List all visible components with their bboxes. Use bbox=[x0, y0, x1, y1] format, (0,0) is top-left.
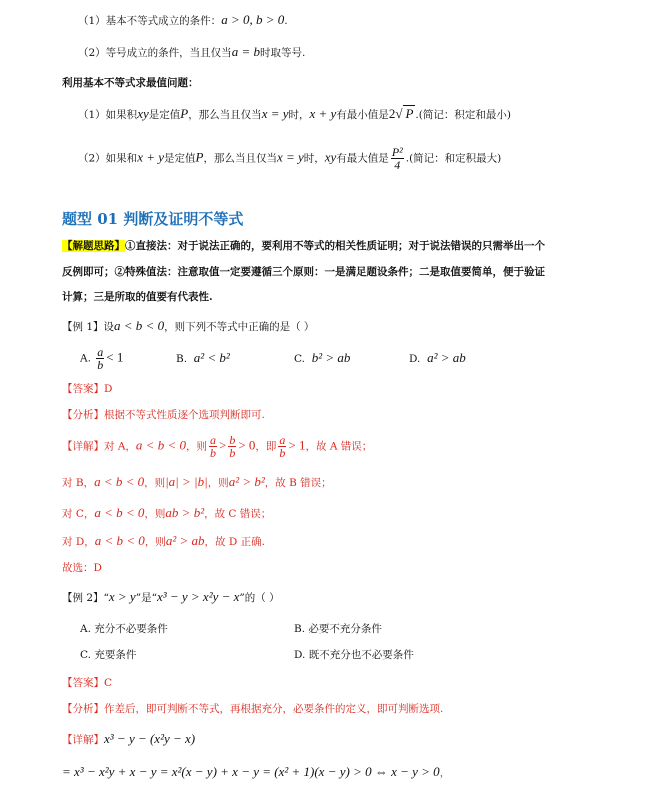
text: ，则下列不等式中正确的是（ ） bbox=[164, 321, 315, 333]
idea-tag: 【解题思路】 bbox=[62, 240, 125, 252]
math: a² < b² bbox=[193, 350, 230, 365]
detail-tag: 【详解】 bbox=[62, 440, 104, 453]
text: ，故 B 错误； bbox=[264, 477, 332, 489]
option-d bbox=[409, 350, 466, 366]
fraction: $\frac{a}{b}$ bbox=[97, 345, 104, 372]
condition-line-1 bbox=[78, 12, 288, 29]
option-a: A. 充分不必要条件 bbox=[80, 623, 168, 635]
math: x = y bbox=[261, 106, 289, 121]
subheading: 利用基本不等式求最值问题： bbox=[62, 77, 199, 89]
text: （1）基本不等式成立的条件： bbox=[78, 15, 222, 27]
idea-line-2: 反例即可；②特殊值法：注意取值一定要遵循三个原则：一是满足题设条件；二是取值要简单，便于验证 bbox=[62, 266, 545, 278]
fraction: $\frac{a}{b}$ bbox=[279, 433, 286, 460]
analysis-tag: 【分析】 bbox=[62, 703, 104, 715]
math: a > 0, b > 0 bbox=[221, 12, 285, 27]
example-1-analysis bbox=[62, 407, 265, 423]
idea-line-1 bbox=[62, 238, 545, 254]
math: a < b < 0 bbox=[94, 533, 145, 548]
analysis-tag: 【分析】 bbox=[62, 409, 104, 421]
math: < 1 bbox=[106, 349, 124, 365]
detail-tag: 【详解】 bbox=[62, 734, 104, 746]
text: （2）等号成立的条件，当且仅当 bbox=[78, 47, 232, 59]
math: P bbox=[195, 149, 204, 165]
option-a bbox=[80, 346, 123, 371]
text: ， bbox=[439, 767, 451, 779]
text: 对 B， bbox=[62, 477, 95, 489]
text: 时取等号. bbox=[259, 47, 306, 59]
text: 作差后，即可判断不等式，再根据充分，必要条件的定义，即可判断选项. bbox=[104, 703, 444, 715]
math: a² > ab bbox=[165, 533, 205, 548]
option-d: D. 既不充分也不必要条件 bbox=[294, 649, 414, 661]
text: A. bbox=[80, 352, 91, 365]
fraction: $\frac{a}{b}$ bbox=[209, 433, 216, 460]
text: D. bbox=[409, 353, 421, 365]
option-c bbox=[294, 350, 350, 366]
math: |a| > |b| bbox=[165, 474, 208, 489]
text: ”是“ bbox=[135, 592, 157, 604]
math: > 1 bbox=[288, 437, 306, 453]
math: 2 bbox=[388, 106, 396, 121]
text: ，则 bbox=[185, 440, 207, 453]
idea-line-3: 计算；三是所取的值要有代表性. bbox=[62, 291, 213, 303]
math: x > y bbox=[108, 589, 136, 604]
text: （2）如果和 bbox=[78, 152, 138, 165]
example-2-analysis bbox=[62, 701, 443, 717]
text: ，则 bbox=[207, 477, 229, 489]
text: ”的（ ） bbox=[239, 592, 280, 604]
math: a < b < 0 bbox=[94, 474, 145, 489]
text: 根据不等式性质逐个选项判断即可. bbox=[104, 409, 265, 421]
math: P bbox=[180, 106, 189, 121]
text: ，则 bbox=[144, 508, 166, 520]
math: > 0 bbox=[238, 437, 256, 453]
text: 对 A， bbox=[104, 440, 136, 453]
text: 时， bbox=[288, 109, 310, 121]
text: ，故 A 错误； bbox=[305, 440, 373, 453]
min-rule-line bbox=[78, 105, 511, 123]
text: 时， bbox=[303, 152, 325, 165]
math: x = y bbox=[276, 149, 304, 165]
text: （1）如果积 bbox=[78, 109, 138, 121]
text: ，那么当且仅当 bbox=[188, 109, 262, 121]
text: 对 D， bbox=[62, 536, 95, 548]
math: x + y bbox=[309, 106, 337, 121]
text: 是定值 bbox=[164, 152, 196, 165]
text: .(简记：积定和最小) bbox=[415, 109, 511, 121]
text: . bbox=[284, 15, 288, 27]
math: a < b < 0 bbox=[135, 437, 186, 453]
example-1-detail-d bbox=[62, 533, 265, 550]
fraction: $\frac{\text{P²}}{4}$ bbox=[391, 145, 403, 172]
math: x³ − y − (x²y − x) bbox=[104, 731, 196, 746]
math: = x³ − x²y + x − y = x²(x − y) + x − y = (x² + 1)(x − y) > 0 ⇔ x − y > 0 bbox=[62, 764, 440, 779]
text: ，则 bbox=[144, 536, 166, 548]
text: ①直接法：对于说法正确的，要利用不等式的相关性质证明；对于说法错误的只需举出一个 bbox=[125, 240, 545, 252]
math: b² > ab bbox=[311, 350, 351, 365]
answer-value: C bbox=[104, 677, 113, 689]
fraction: $\frac{b}{b}$ bbox=[229, 433, 236, 460]
max-rule-line bbox=[78, 146, 501, 171]
text: 是定值 bbox=[148, 109, 181, 121]
example-1-choose: 故选：D bbox=[62, 562, 102, 574]
math: a = b bbox=[231, 44, 260, 59]
option-b: B. 必要不充分条件 bbox=[294, 623, 382, 635]
math: x + y bbox=[137, 149, 164, 165]
text: .(简记：和定积最大) bbox=[405, 152, 502, 165]
section-title: 题型 01 判断及证明不等式 bbox=[62, 210, 244, 228]
math: ab > b² bbox=[165, 505, 205, 520]
example-1-answer bbox=[62, 381, 112, 397]
text: 【例 1】设 bbox=[62, 321, 115, 333]
math: P bbox=[405, 106, 414, 121]
option-c: C. 充要条件 bbox=[80, 649, 137, 661]
answer-value: D bbox=[104, 383, 113, 395]
text: ，那么当且仅当 bbox=[203, 152, 277, 165]
example-1-detail-b bbox=[62, 474, 332, 491]
math: a² > ab bbox=[427, 350, 466, 365]
example-1-detail-a bbox=[62, 434, 372, 459]
example-2-prompt bbox=[62, 589, 280, 606]
answer-tag: 【答案】 bbox=[62, 383, 104, 395]
example-2-detail bbox=[62, 731, 195, 748]
example-1-prompt bbox=[62, 318, 314, 335]
math: xy bbox=[324, 149, 337, 165]
text: 有最小值是 bbox=[336, 109, 389, 121]
text: ，故 D 正确. bbox=[204, 536, 265, 548]
condition-line-2 bbox=[78, 44, 305, 61]
text: 【例 2】“ bbox=[62, 592, 109, 604]
math: a < b < 0 bbox=[94, 505, 145, 520]
text: ，则 bbox=[144, 477, 166, 489]
sqrt-symbol: √ bbox=[395, 106, 403, 121]
example-2-answer bbox=[62, 675, 112, 691]
text: C. bbox=[294, 353, 305, 365]
text: 有最大值是 bbox=[336, 152, 389, 165]
text: ，即 bbox=[255, 440, 277, 453]
math: > bbox=[218, 437, 227, 453]
math: a < b < 0 bbox=[114, 318, 165, 333]
text: B. bbox=[176, 353, 188, 365]
answer-tag: 【答案】 bbox=[62, 677, 104, 689]
math: x³ − y > x²y − x bbox=[156, 589, 240, 604]
example-1-detail-c bbox=[62, 505, 271, 522]
text: ，故 C 错误； bbox=[204, 508, 272, 520]
math: xy bbox=[137, 106, 149, 121]
math: a² > b² bbox=[228, 474, 265, 489]
example-2-derivation bbox=[62, 764, 450, 781]
text: 对 C， bbox=[62, 508, 95, 520]
option-b bbox=[176, 350, 230, 366]
